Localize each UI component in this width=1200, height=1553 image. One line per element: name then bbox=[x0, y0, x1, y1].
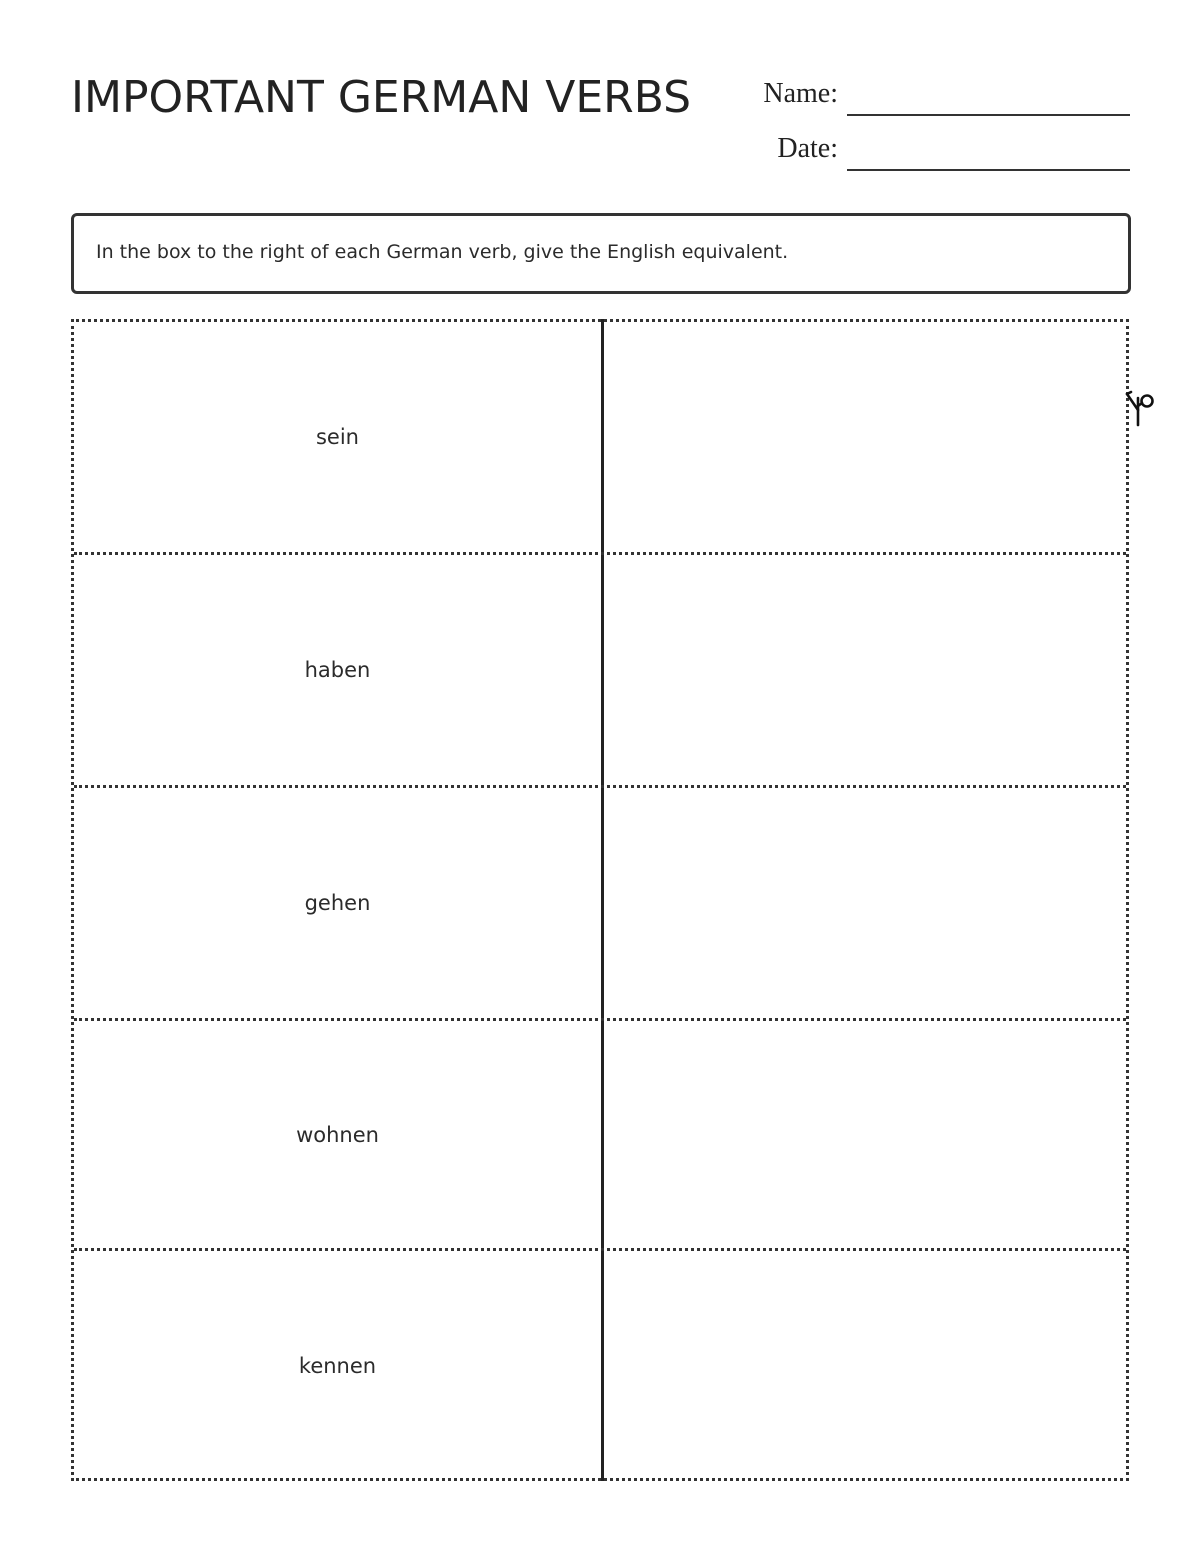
german-verb: wohnen bbox=[296, 1123, 379, 1147]
date-line[interactable] bbox=[847, 169, 1130, 171]
table-row bbox=[74, 1018, 1126, 1249]
answer-box[interactable] bbox=[604, 1021, 1126, 1249]
german-verb: sein bbox=[315, 425, 359, 449]
answer-box[interactable] bbox=[604, 1251, 1126, 1481]
verb-cell bbox=[74, 1251, 601, 1481]
verb-cell bbox=[74, 555, 601, 785]
name-label: Name: bbox=[763, 78, 838, 109]
verb-cell bbox=[74, 1021, 601, 1249]
date-field bbox=[740, 131, 1130, 171]
verb-cell bbox=[74, 788, 601, 1018]
instructions-box bbox=[71, 213, 1131, 294]
page-title: IMPORTANT GERMAN VERBS bbox=[71, 72, 692, 123]
verb-cell bbox=[74, 322, 601, 552]
german-verb: kennen bbox=[298, 1354, 377, 1378]
name-field bbox=[740, 76, 1130, 116]
german-verb: gehen bbox=[304, 891, 371, 915]
verb-table bbox=[71, 319, 1129, 1481]
answer-box[interactable] bbox=[604, 555, 1126, 785]
instructions-text: In the box to the right of each German verb, give the English equivalent. bbox=[96, 241, 789, 263]
table-row bbox=[74, 552, 1126, 785]
answer-box[interactable] bbox=[604, 322, 1126, 552]
table-row bbox=[74, 785, 1126, 1018]
table-row bbox=[74, 322, 1126, 552]
name-line[interactable] bbox=[847, 114, 1130, 116]
date-label: Date: bbox=[777, 133, 838, 164]
german-verb: haben bbox=[304, 658, 371, 682]
scissors-icon bbox=[1124, 388, 1158, 428]
answer-box[interactable] bbox=[604, 788, 1126, 1018]
table-row bbox=[74, 1248, 1126, 1481]
